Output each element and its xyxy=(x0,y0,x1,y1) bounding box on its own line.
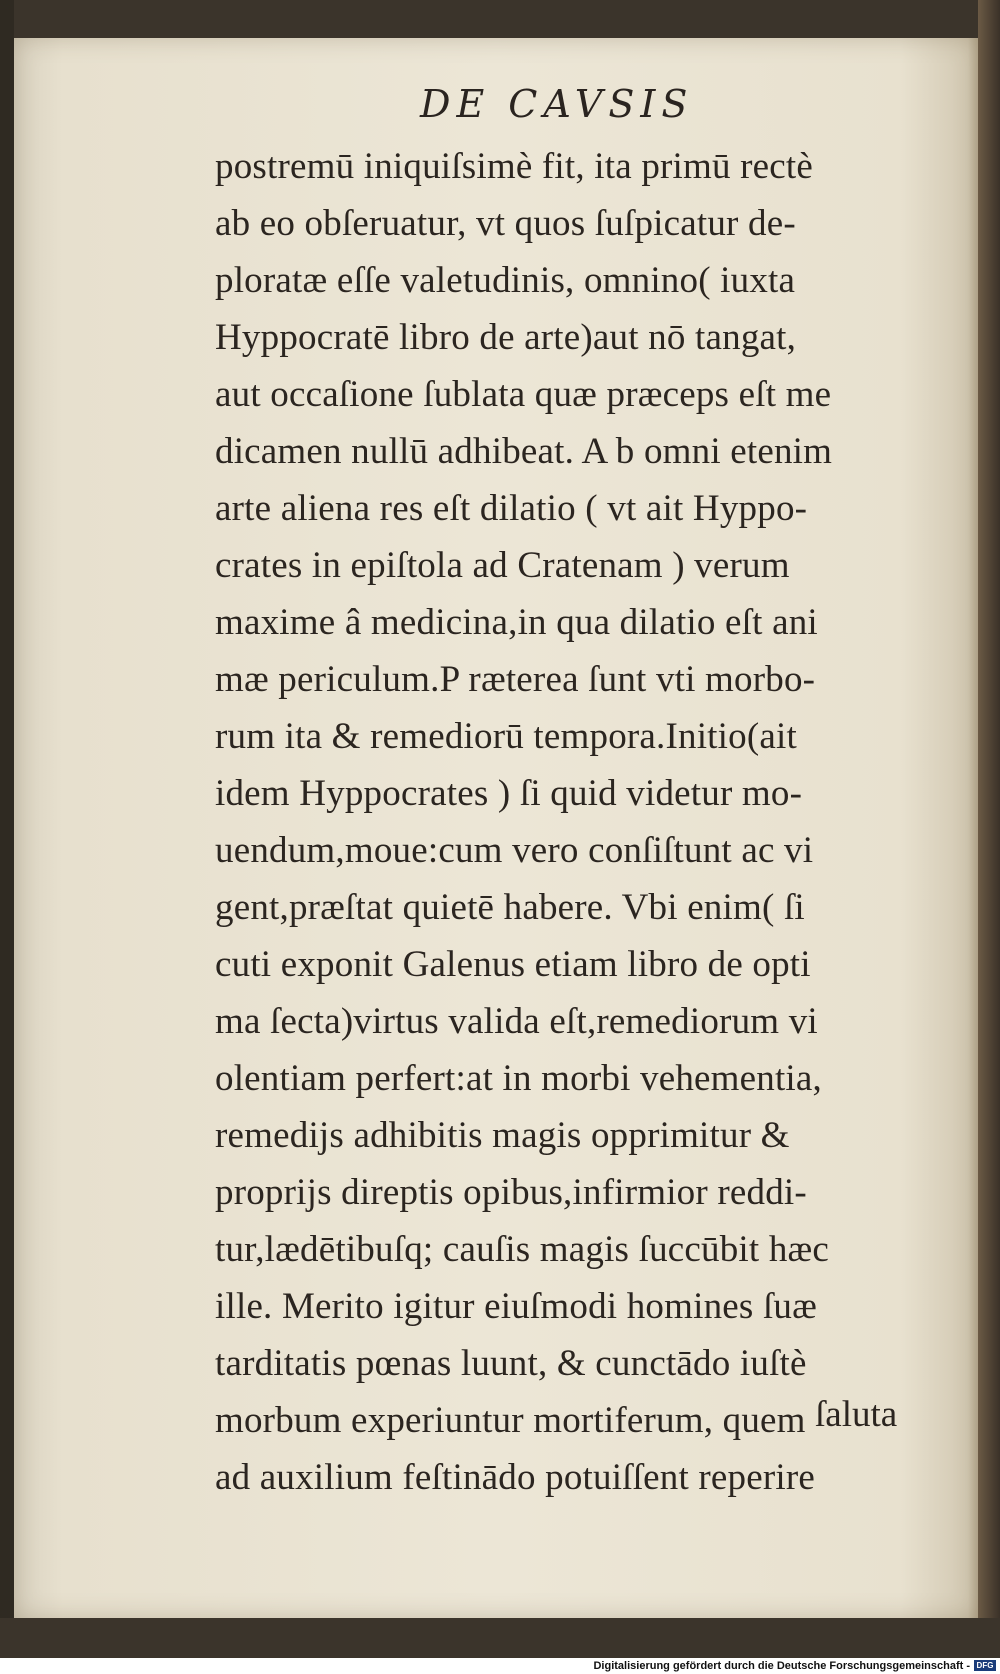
text-line: proprijs direptis opibus,infirmior reddi- xyxy=(215,1172,807,1213)
text-line: gent,præſtat quietē habere. Vbi enim( ſi xyxy=(215,887,805,928)
text-line: idem Hyppocrates ) ſi quid videtur mo- xyxy=(215,773,803,814)
text-line: morbum experiuntur mortiferum, quem xyxy=(215,1400,806,1441)
page-body-text xyxy=(215,138,935,1506)
text-line: rum ita & remediorū tempora.Initio(ait xyxy=(215,716,797,757)
text-line: ille. Merito igitur eiuſmodi homines ſuæ xyxy=(215,1286,818,1327)
text-line: mæ periculum.P ræterea ſunt vti morbo- xyxy=(215,659,816,700)
text-line: ad auxilium feſtinādo potuiſſent reperire xyxy=(215,1457,816,1498)
scan-top-edge xyxy=(0,0,1000,38)
text-line: arte aliena res eſt dilatio ( vt ait Hyppo- xyxy=(215,488,808,529)
text-line: postremū iniquiſsimè fit, ita primū rectè xyxy=(215,146,814,187)
book-edge-right xyxy=(978,0,1000,1658)
dfg-logo: DFG xyxy=(974,1660,996,1671)
catchword: ſaluta xyxy=(815,1394,898,1435)
running-head: DE CAVSIS xyxy=(420,82,694,126)
text-line: tur,lædētibuſq; cauſis magis ſuccūbit hæc xyxy=(215,1229,830,1270)
text-line: olentiam perfert:at in morbi vehementia, xyxy=(215,1058,822,1099)
text-line: crates in epiſtola ad Cratenam ) verum xyxy=(215,545,790,586)
scan-bottom-edge xyxy=(0,1618,1000,1658)
text-line: uendum,moue:cum vero conſiſtunt ac vi xyxy=(215,830,814,871)
text-line: cuti exponit Galenus etiam libro de opti xyxy=(215,944,811,985)
text-line: remedijs adhibitis magis opprimitur & xyxy=(215,1115,790,1156)
text-line: ma ſecta)virtus valida eſt,remediorum vi xyxy=(215,1001,818,1042)
text-line: ploratæ eſſe valetudinis, omnino( iuxta xyxy=(215,260,796,301)
digitization-credit: Digitalisierung gefördert durch die Deutsche Forschungsgemeinschaft - xyxy=(593,1660,970,1672)
text-line: aut occaſione ſublata quæ præceps eſt me xyxy=(215,374,832,415)
text-line: tarditatis pœnas luunt, & cunctādo iuſtè xyxy=(215,1343,807,1384)
text-line: maxime â medicina,in qua dilatio eſt ani xyxy=(215,602,818,643)
text-line: Hyppocratē libro de arte)aut nō tangat, xyxy=(215,317,797,358)
text-line: ab eo obſeruatur, vt quos ſuſpicatur de- xyxy=(215,203,796,244)
text-line: dicamen nullū adhibeat. A b omni etenim xyxy=(215,431,833,472)
book-binding-left xyxy=(0,0,14,1658)
